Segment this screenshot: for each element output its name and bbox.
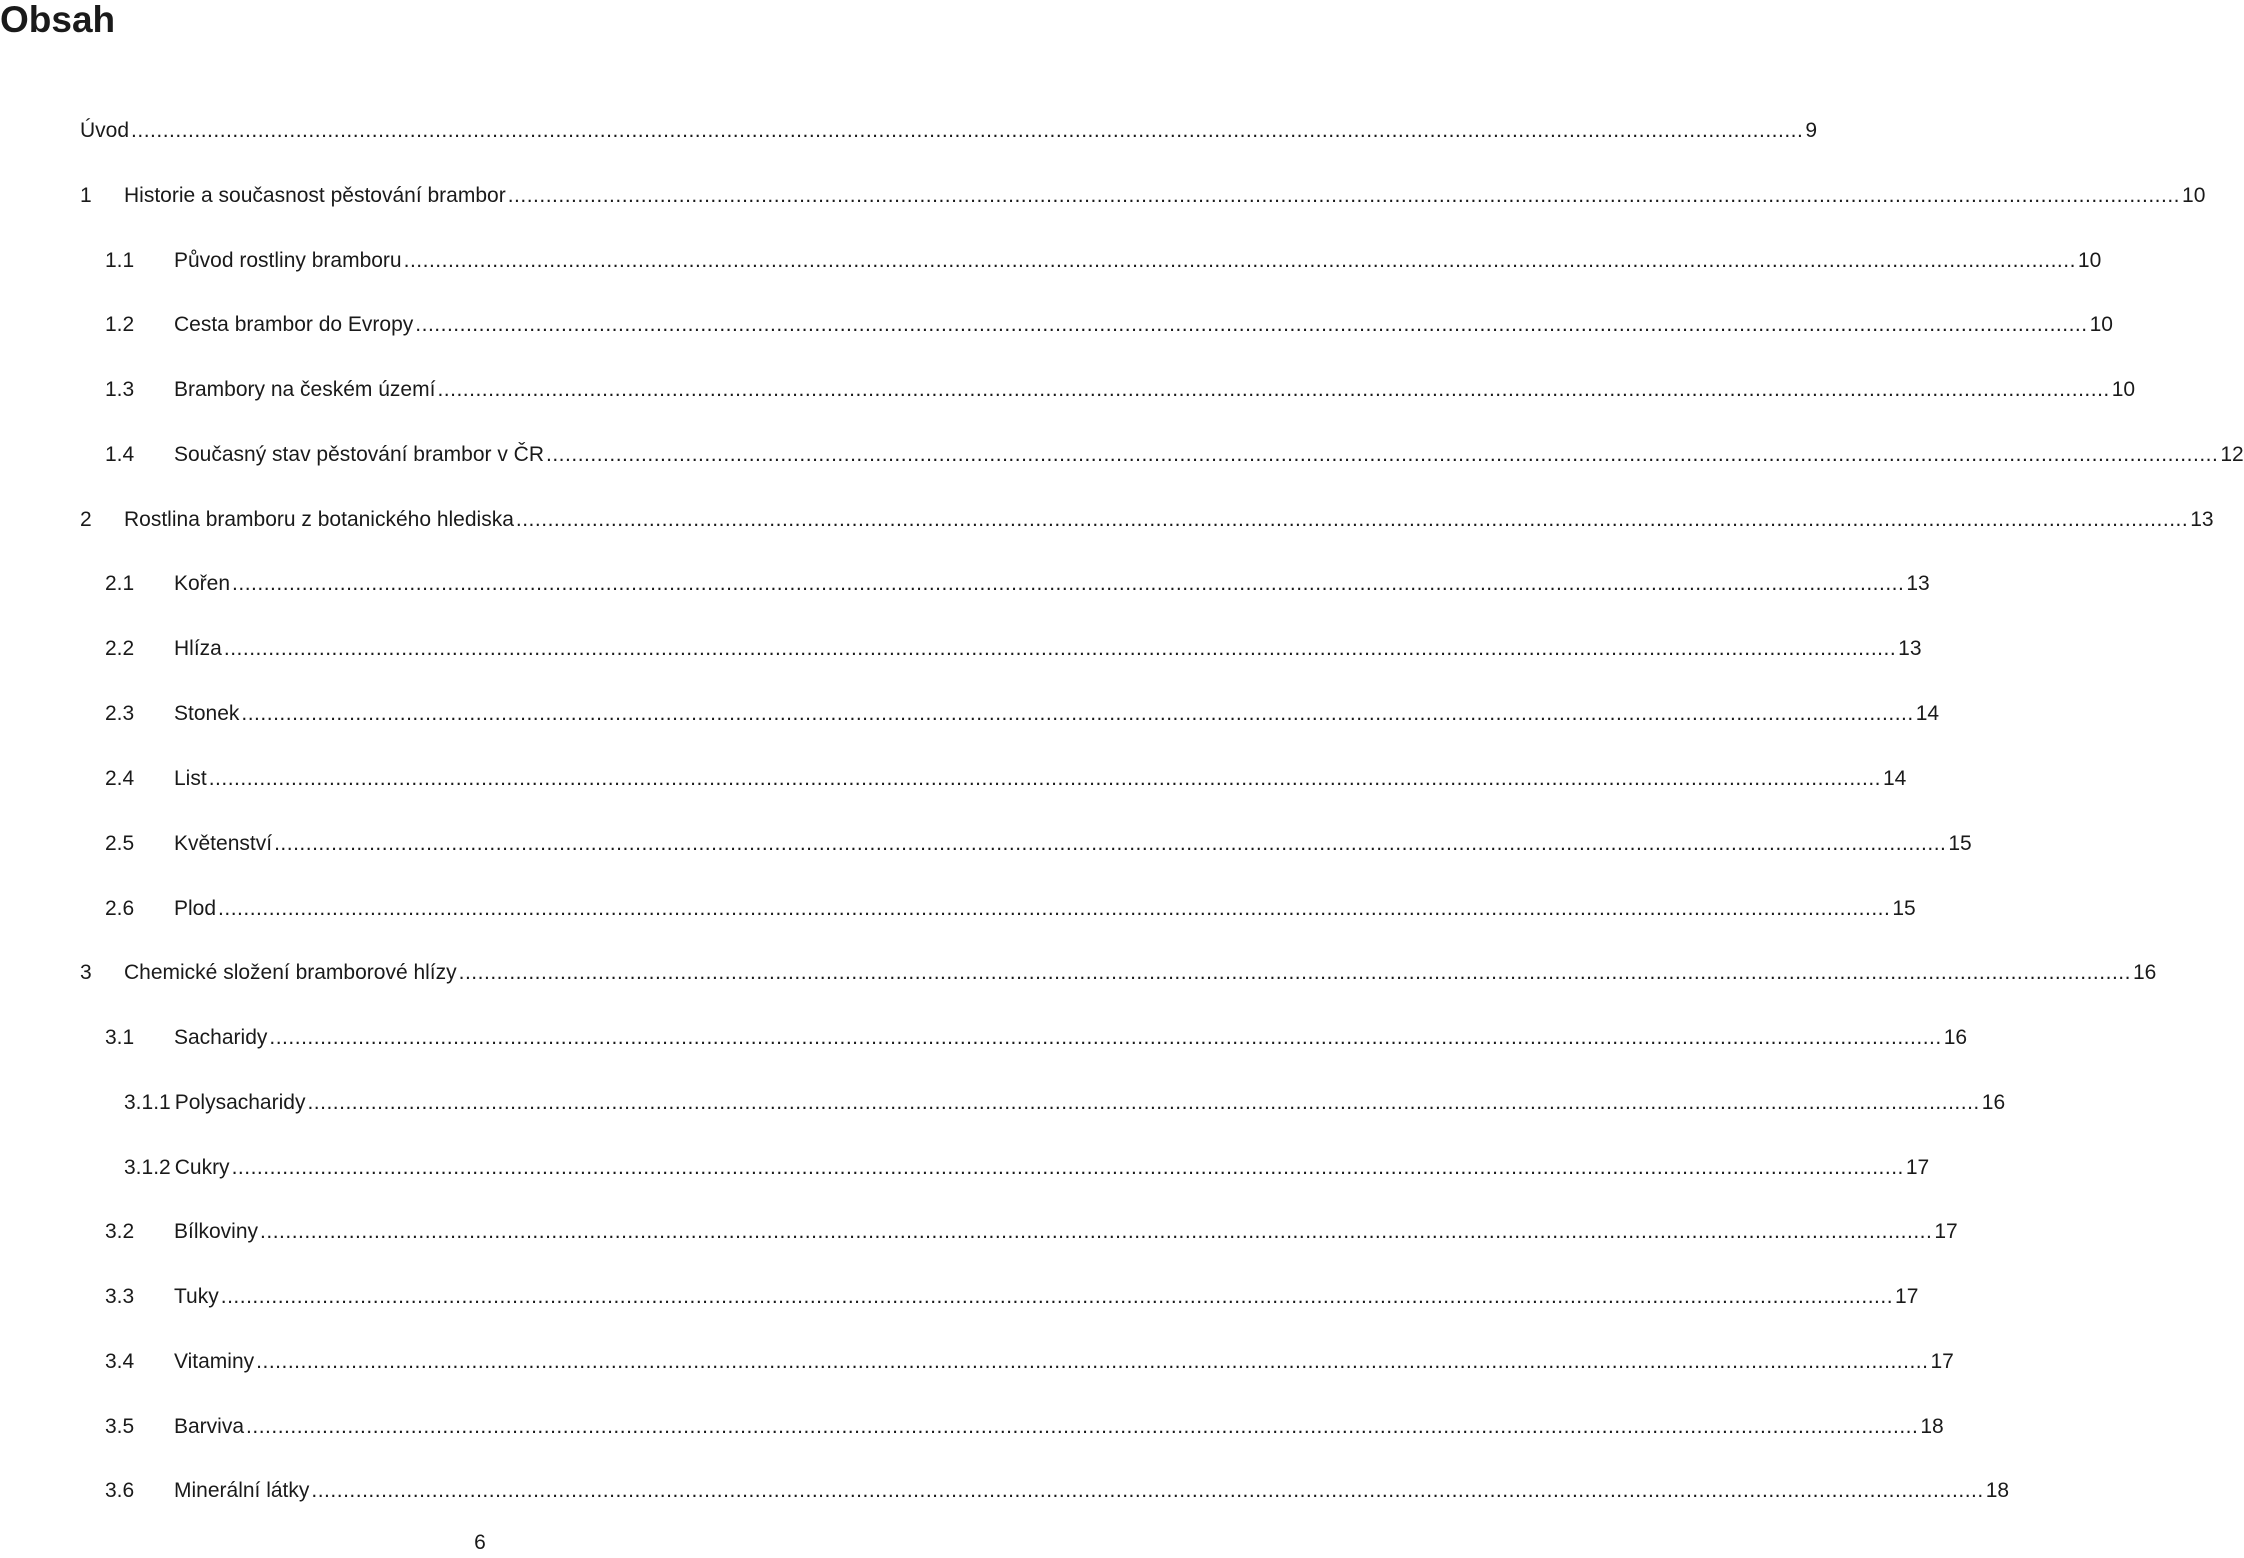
toc-entry-page: 10 — [2089, 313, 2113, 336]
toc-entry-number: 3.6 — [105, 1479, 135, 1502]
toc-entry-label: Tuky — [174, 1285, 219, 1308]
dot-leader — [218, 894, 1890, 924]
toc-entry-page: 17 — [1934, 1220, 1958, 1243]
toc-entry-label: Polysacharidy — [174, 1091, 306, 1114]
toc-entry-2-3[interactable] — [105, 699, 1940, 729]
toc-entry-1-1[interactable] — [105, 246, 2102, 276]
toc-entry-number: 2.5 — [105, 832, 135, 855]
toc-entry-page: 16 — [1981, 1091, 2006, 1114]
toc-entry-page: 16 — [2132, 961, 2157, 984]
toc-entry-label: Minerální látky — [174, 1479, 310, 1502]
toc-entry-page: 13 — [1898, 637, 1922, 660]
toc-entry-number: 3.4 — [105, 1350, 135, 1373]
toc-entry-page: 17 — [1895, 1285, 1919, 1308]
toc-entry-3-5[interactable] — [105, 1412, 1944, 1442]
toc-entry-page: 9 — [1805, 119, 1818, 142]
toc-entry-number: 2.4 — [105, 767, 135, 790]
toc-entry-number: 1 — [80, 184, 92, 207]
toc-entry-label: Stonek — [174, 702, 240, 725]
dot-leader — [224, 634, 1896, 664]
toc-entry-page: 13 — [1906, 572, 1930, 595]
toc-entry-number: 3.1 — [105, 1026, 135, 1049]
toc-entry-page: 10 — [2182, 184, 2206, 207]
dot-leader — [415, 310, 2087, 340]
toc-entry-3-1-1[interactable] — [124, 1088, 2006, 1118]
toc-entry-uvod[interactable] — [80, 116, 1818, 146]
toc-entry-page: 12 — [2220, 443, 2244, 466]
toc-entry-2[interactable] — [80, 505, 2214, 535]
dot-leader — [221, 1282, 1893, 1312]
toc-entry-number: 3.3 — [105, 1285, 135, 1308]
toc-entry-page: 17 — [1930, 1350, 1954, 1373]
toc-entry-number: 3 — [80, 961, 92, 984]
dot-leader — [232, 569, 1904, 599]
toc-entry-number: 1.2 — [105, 313, 135, 336]
toc-entry-label: Úvod — [80, 119, 130, 142]
toc-entry-number: 1.3 — [105, 378, 135, 401]
toc-entry-3-1[interactable] — [105, 1023, 1968, 1053]
dot-leader — [269, 1023, 1941, 1053]
toc-entry-number: 3.5 — [105, 1415, 135, 1438]
dot-leader — [260, 1217, 1932, 1247]
toc-entry-page: 14 — [1883, 767, 1907, 790]
dot-leader — [404, 246, 2076, 276]
toc-entry-page: 15 — [1892, 897, 1916, 920]
toc-entry-label: Hlíza — [174, 637, 222, 660]
toc-entry-label: Bílkoviny — [174, 1220, 259, 1243]
toc-entry-label: Cukry — [174, 1156, 230, 1179]
toc-entry-1-4[interactable] — [105, 440, 2244, 470]
toc-entry-1[interactable] — [80, 181, 2206, 211]
dot-leader — [241, 699, 1913, 729]
dot-leader — [246, 1412, 1918, 1442]
dot-leader — [546, 440, 2218, 470]
toc-entry-number: 2.1 — [105, 572, 135, 595]
toc-entry-3-1-2[interactable] — [124, 1153, 1930, 1183]
dot-leader — [256, 1347, 1928, 1377]
toc-entry-label: Chemické složení bramborové hlízy — [124, 961, 457, 984]
toc-entry-number: 3.2 — [105, 1220, 135, 1243]
dot-leader — [508, 181, 2180, 211]
toc-entry-3-6[interactable] — [105, 1476, 2010, 1506]
toc-entry-number: 1.4 — [105, 443, 135, 466]
toc-entry-3[interactable] — [80, 958, 2157, 988]
toc-entry-number: 2.6 — [105, 897, 135, 920]
toc-entry-label: Vitaminy — [174, 1350, 255, 1373]
toc-entry-label: Cesta brambor do Evropy — [174, 313, 414, 336]
toc-entry-page: 18 — [1985, 1479, 2010, 1502]
toc-entry-number: 2 — [80, 508, 92, 531]
toc-entry-2-2[interactable] — [105, 634, 1922, 664]
toc-entry-page: 16 — [1943, 1026, 1968, 1049]
toc-entry-number: 3.1.2 — [124, 1156, 171, 1179]
toc-entry-3-2[interactable] — [105, 1217, 1958, 1247]
page-number: 6 — [474, 1531, 486, 1554]
dot-leader — [459, 958, 2131, 988]
toc-entry-label: Rostlina bramboru z botanického hlediska — [124, 508, 514, 531]
toc-entry-label: Sacharidy — [174, 1026, 268, 1049]
page-title: Obsah — [0, 0, 116, 40]
dot-leader — [311, 1476, 1983, 1506]
dot-leader — [437, 375, 2109, 405]
toc-entry-number: 2.2 — [105, 637, 135, 660]
toc-entry-1-2[interactable] — [105, 310, 2113, 340]
toc-entry-2-6[interactable] — [105, 894, 1916, 924]
toc-entry-2-1[interactable] — [105, 569, 1930, 599]
toc-entry-label: Plod — [174, 897, 217, 920]
toc-entry-page: 18 — [1920, 1415, 1944, 1438]
dot-leader — [131, 116, 1803, 146]
dot-leader — [209, 764, 1881, 794]
toc-entry-2-4[interactable] — [105, 764, 1907, 794]
toc-entry-page: 17 — [1905, 1156, 1930, 1179]
toc-entry-2-5[interactable] — [105, 829, 1972, 859]
toc-entry-number: 3.1.1 — [124, 1091, 171, 1114]
toc-entry-number: 2.3 — [105, 702, 135, 725]
toc-entry-label: Historie a současnost pěstování brambor — [124, 184, 506, 207]
toc-entry-label: List — [174, 767, 207, 790]
toc-entry-1-3[interactable] — [105, 375, 2136, 405]
toc-entry-label: Původ rostliny bramboru — [174, 249, 402, 272]
toc-entry-page: 10 — [2077, 249, 2102, 272]
dot-leader — [274, 829, 1946, 859]
toc-entry-page: 15 — [1948, 832, 1972, 855]
toc-entry-label: Barviva — [174, 1415, 245, 1438]
toc-entry-3-4[interactable] — [105, 1347, 1954, 1377]
dot-leader — [307, 1088, 1979, 1118]
toc-entry-page: 10 — [2111, 378, 2136, 401]
toc-entry-label: Současný stav pěstování brambor v ČR — [174, 443, 545, 466]
toc-entry-label: Květenství — [174, 832, 273, 855]
toc-entry-3-3[interactable] — [105, 1282, 1919, 1312]
toc-entry-page: 13 — [2190, 508, 2214, 531]
dot-leader — [516, 505, 2188, 535]
toc-entry-number: 1.1 — [105, 249, 135, 272]
toc-entry-page: 14 — [1915, 702, 1940, 725]
dot-leader — [232, 1153, 1904, 1183]
toc-entry-label: Brambory na českém území — [174, 378, 436, 401]
toc-entry-label: Kořen — [174, 572, 231, 595]
